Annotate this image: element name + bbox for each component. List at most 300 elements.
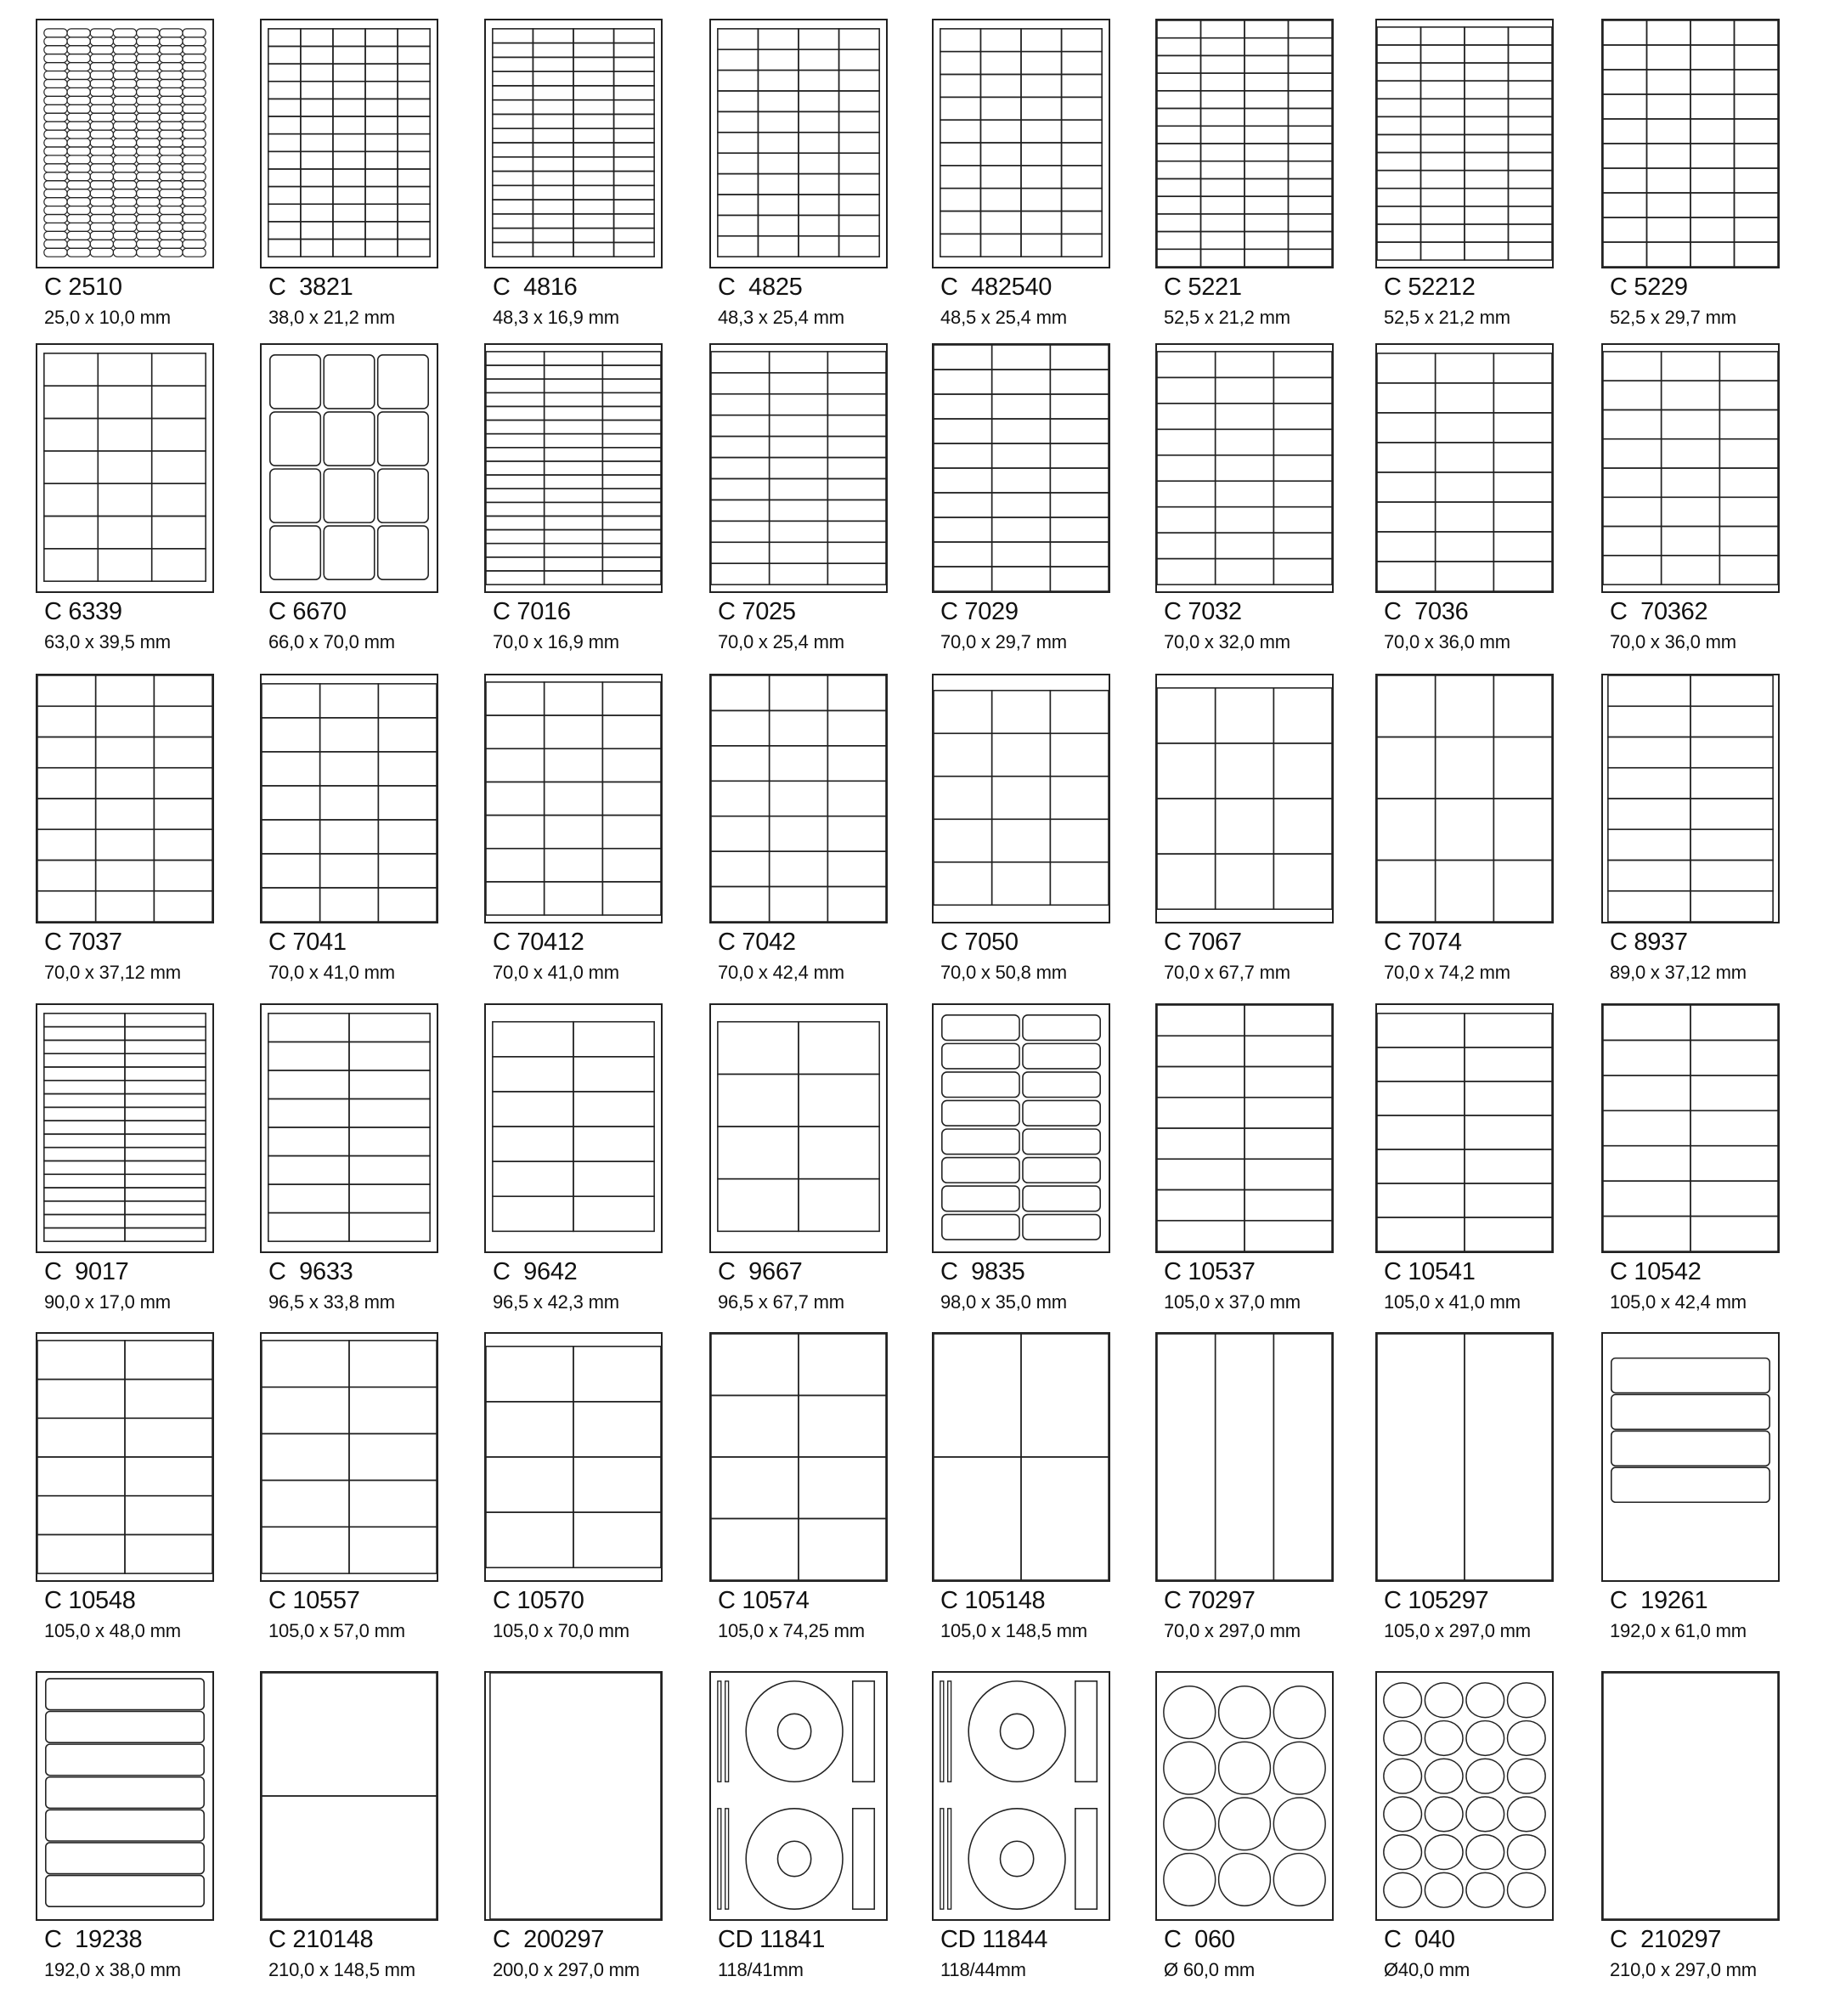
label-cell — [934, 819, 992, 862]
sheet-svg — [1603, 675, 1778, 922]
label-cell — [125, 1067, 206, 1081]
label-cell — [493, 157, 533, 172]
label-cell — [573, 43, 614, 58]
label-cell — [493, 1127, 573, 1161]
label-cell — [44, 1094, 125, 1108]
label-cell — [160, 198, 183, 206]
label-cell — [67, 88, 90, 96]
label-cell — [940, 52, 981, 75]
label-cell — [1647, 20, 1691, 45]
label-cell — [533, 114, 573, 128]
label-cell — [1244, 178, 1289, 196]
label-cell — [711, 1334, 799, 1396]
label-cell — [1662, 497, 1720, 526]
label-cell — [1603, 1005, 1690, 1040]
label-cell — [1021, 234, 1062, 257]
label-cell — [1289, 196, 1333, 214]
label-cell — [934, 862, 992, 906]
round-label — [1384, 1721, 1422, 1756]
label-cell — [1244, 1036, 1332, 1066]
label-cell — [992, 493, 1051, 517]
label-cell — [1377, 63, 1421, 81]
label-cell — [1421, 206, 1465, 224]
label-cell — [1377, 171, 1421, 189]
label-cell — [1436, 861, 1494, 923]
label-cell — [113, 189, 136, 198]
label-dimensions: 70,0 x 32,0 mm — [1164, 631, 1290, 652]
label-cell — [1062, 97, 1103, 120]
label-cell — [301, 47, 333, 65]
label-cell — [942, 1186, 1019, 1211]
label-cell — [1465, 27, 1509, 45]
label-cell — [1603, 1217, 1690, 1251]
label-cell — [44, 29, 67, 37]
sheet-layout-diagram — [1375, 1332, 1554, 1582]
sheet-svg — [262, 1673, 437, 1919]
product-code: C 060 — [1164, 1926, 1235, 1953]
label-dimensions: 70,0 x 41,0 mm — [268, 962, 395, 983]
sheet-layout-diagram — [484, 674, 663, 923]
label-cell — [44, 353, 98, 386]
label-cell — [1436, 443, 1494, 472]
label-cell — [44, 1027, 125, 1041]
sheet-layout-diagram — [932, 1671, 1110, 1921]
label-cell — [262, 718, 320, 752]
label-cell — [1201, 249, 1245, 267]
label-cell — [1273, 404, 1332, 429]
label-cell — [349, 1042, 430, 1070]
round-label — [1384, 1759, 1422, 1793]
label-cell — [1201, 73, 1245, 91]
label-cell — [1377, 116, 1421, 134]
label-cell — [799, 153, 839, 173]
label-cell — [183, 248, 206, 257]
label-cell — [1244, 1067, 1332, 1098]
label-cell — [301, 222, 333, 240]
label-cell — [934, 443, 992, 468]
label-cell — [1608, 891, 1690, 922]
label-dimensions: 63,0 x 39,5 mm — [44, 631, 171, 652]
sheet-svg — [1377, 1334, 1552, 1580]
label-cell — [1289, 91, 1333, 109]
label-cell — [1690, 1217, 1778, 1251]
label-dimensions: 105,0 x 148,5 mm — [940, 1620, 1087, 1641]
label-cell — [160, 79, 183, 88]
label-cell — [113, 113, 136, 121]
label-cell — [1690, 675, 1773, 706]
label-cell — [37, 861, 96, 891]
label-cell — [827, 563, 886, 584]
label-cell — [320, 820, 379, 854]
label-cell — [1377, 134, 1421, 152]
sheet-svg — [1377, 1005, 1552, 1251]
label-cell — [1062, 143, 1103, 166]
label-cell — [1509, 116, 1553, 134]
label-cell — [44, 155, 67, 164]
sheet-layout-diagram — [36, 1003, 214, 1253]
product-code: C 4825 — [718, 274, 803, 301]
label-cell — [1021, 143, 1062, 166]
label-cell — [378, 684, 437, 718]
label-cell — [1157, 481, 1216, 506]
label-cell — [602, 748, 661, 782]
label-cell — [486, 1402, 573, 1457]
label-cell — [827, 887, 886, 922]
label-cell — [1201, 144, 1245, 161]
label-cell — [1062, 75, 1103, 98]
label-dimensions: 96,5 x 33,8 mm — [268, 1291, 395, 1313]
label-cell — [398, 47, 430, 65]
round-label — [1466, 1797, 1504, 1832]
label-cell — [1603, 409, 1662, 438]
label-cell — [1465, 1217, 1552, 1251]
label-dimensions: 90,0 x 17,0 mm — [44, 1291, 171, 1313]
label-cell — [90, 63, 113, 71]
label-cell — [183, 231, 206, 240]
label-cell — [1050, 542, 1109, 567]
label-cell — [137, 138, 160, 147]
label-cell — [398, 134, 430, 152]
label-cell — [268, 64, 301, 82]
round-label — [1508, 1835, 1546, 1870]
label-cell — [1436, 502, 1494, 532]
label-cell — [545, 475, 603, 488]
label-cell — [1377, 413, 1436, 443]
label-cell — [711, 1457, 799, 1519]
label-cell — [44, 451, 98, 483]
label-strip — [1611, 1431, 1769, 1465]
product-code: C 10557 — [268, 1587, 360, 1614]
label-cell — [1608, 737, 1690, 768]
label-cell — [827, 478, 886, 500]
label-cell — [711, 781, 770, 816]
label-cell — [1690, 799, 1773, 829]
label-cell — [98, 386, 151, 418]
label-cell — [183, 223, 206, 231]
label-cell — [125, 1174, 206, 1188]
label-cell — [1509, 189, 1553, 206]
round-label — [1466, 1759, 1504, 1793]
label-cell — [137, 121, 160, 130]
label-cell — [44, 96, 67, 104]
label-cell — [602, 530, 661, 544]
label-cell — [1050, 733, 1109, 776]
label-cell — [183, 198, 206, 206]
label-cell — [1377, 1334, 1465, 1580]
label-cell — [1157, 352, 1216, 377]
label-cell — [486, 682, 545, 715]
label-cell — [718, 133, 759, 153]
label-strip — [1611, 1467, 1769, 1502]
label-cell — [1050, 419, 1109, 443]
label-cell — [1377, 1115, 1465, 1149]
label-cell — [1690, 737, 1773, 768]
label-cell — [711, 1396, 799, 1458]
spine-label — [725, 1809, 729, 1909]
label-cell — [301, 134, 333, 152]
label-cell — [1690, 829, 1773, 860]
label-dimensions: 105,0 x 42,4 mm — [1610, 1291, 1747, 1313]
label-cell — [486, 461, 545, 475]
label-cell — [1157, 196, 1201, 214]
label-cell — [1608, 829, 1690, 860]
label-cell — [1603, 1146, 1690, 1181]
label-dimensions: 70,0 x 42,4 mm — [718, 962, 844, 983]
sheet-layout-diagram — [1155, 674, 1334, 923]
label-cell — [1719, 556, 1778, 584]
label-cell — [1509, 81, 1553, 99]
label-cell — [1062, 166, 1103, 189]
label-cell — [1157, 688, 1216, 743]
label-cell — [137, 29, 160, 37]
label-cell — [573, 242, 614, 257]
product-code: C 19238 — [44, 1926, 143, 1953]
label-cell — [1421, 153, 1465, 171]
label-cell — [573, 29, 614, 43]
label-cell — [1157, 1159, 1244, 1189]
label-cell — [160, 155, 183, 164]
label-cell — [1377, 675, 1436, 737]
label-cell — [67, 63, 90, 71]
round-label — [1508, 1759, 1546, 1793]
sheet-svg — [934, 20, 1109, 267]
label-cell — [992, 862, 1051, 906]
label-cell — [799, 1396, 886, 1458]
label-cell — [486, 406, 545, 420]
label-cell — [533, 57, 573, 71]
label-cell — [1603, 193, 1647, 217]
label-cell — [1509, 224, 1553, 242]
sheet-svg — [934, 1005, 1109, 1251]
label-cell — [365, 187, 398, 205]
label-strip — [1611, 1358, 1769, 1393]
label-cell — [980, 97, 1021, 120]
cd-label-outer — [968, 1681, 1065, 1782]
label-cell — [770, 710, 828, 745]
label-cell — [992, 394, 1051, 419]
label-dimensions: 70,0 x 37,12 mm — [44, 962, 181, 983]
label-dimensions: 48,3 x 25,4 mm — [718, 307, 844, 328]
label-cell — [493, 143, 533, 157]
label-cell — [320, 684, 379, 718]
label-cell — [44, 1107, 125, 1121]
round-label — [1164, 1798, 1216, 1850]
label-cell — [44, 1201, 125, 1215]
label-cell — [1244, 1128, 1332, 1159]
product-code: C 210148 — [268, 1926, 374, 1953]
sheet-layout-diagram — [1601, 1671, 1780, 1921]
label-cell — [365, 240, 398, 257]
label-cell — [398, 99, 430, 116]
label-dimensions: Ø 60,0 mm — [1164, 1959, 1256, 1980]
label-cell — [1493, 799, 1552, 861]
label-cell — [493, 57, 533, 71]
sheet-layout-diagram — [260, 1003, 438, 1253]
label-cell — [96, 706, 155, 737]
label-cell — [113, 88, 136, 96]
label-cell — [770, 781, 828, 816]
label-cell — [44, 54, 67, 63]
label-cell — [1023, 1158, 1100, 1183]
label-cell — [1157, 232, 1201, 250]
label-cell — [1216, 481, 1274, 506]
label-cell — [602, 882, 661, 915]
label-cell — [137, 71, 160, 80]
label-cell — [262, 1480, 349, 1527]
label-cell — [934, 567, 992, 591]
cd-label-hole — [777, 1714, 810, 1748]
sheet-layout-diagram — [1601, 674, 1780, 923]
label-cell — [493, 214, 533, 229]
label-cell — [614, 29, 655, 43]
label-cell — [718, 71, 759, 91]
label-cell — [493, 1161, 573, 1196]
label-cell — [770, 563, 828, 584]
label-cell — [301, 240, 333, 257]
label-cell — [1050, 567, 1109, 591]
sheet-svg — [1603, 1334, 1778, 1580]
label-cell — [137, 96, 160, 104]
label-cell — [1690, 1076, 1778, 1110]
label-cell — [1421, 63, 1465, 81]
label-cell — [90, 29, 113, 37]
side-label — [853, 1681, 875, 1782]
product-code: C 7037 — [44, 929, 122, 956]
product-code: C 5221 — [1164, 274, 1242, 301]
label-cell — [113, 181, 136, 189]
sheet-svg — [1603, 20, 1778, 267]
label-cell — [67, 231, 90, 240]
label-dimensions: 105,0 x 70,0 mm — [493, 1620, 629, 1641]
label-cell — [1647, 45, 1691, 70]
label-cell — [67, 54, 90, 63]
label-cell — [44, 37, 67, 46]
label-cell — [90, 181, 113, 189]
label-cell — [137, 214, 160, 223]
label-cell — [1244, 55, 1289, 73]
label-cell — [839, 215, 880, 235]
label-cell — [1735, 168, 1779, 193]
label-cell — [1273, 854, 1332, 909]
label-cell — [44, 172, 67, 181]
label-cell — [137, 130, 160, 138]
label-cell — [1244, 161, 1289, 179]
label-dimensions: 210,0 x 148,5 mm — [268, 1959, 415, 1980]
label-cell — [545, 849, 603, 882]
sheet-svg — [486, 1334, 661, 1580]
label-cell — [1157, 1036, 1244, 1066]
sheet-svg — [711, 1334, 886, 1580]
label-cell — [1493, 737, 1552, 799]
label-cell — [827, 781, 886, 816]
label-cell — [718, 236, 759, 257]
label-cell — [1377, 206, 1421, 224]
label-cell — [67, 37, 90, 46]
label-dimensions: 96,5 x 42,3 mm — [493, 1291, 619, 1313]
label-cell — [365, 151, 398, 169]
label-cell — [90, 71, 113, 80]
label-cell — [365, 116, 398, 134]
label-cell — [942, 1015, 1019, 1041]
label-cell — [940, 97, 981, 120]
label-cell — [1289, 38, 1333, 56]
label-cell — [770, 521, 828, 542]
round-label — [1508, 1797, 1546, 1832]
label-cell — [1157, 144, 1201, 161]
label-cell — [1608, 799, 1690, 829]
label-cell — [573, 172, 614, 186]
label-cell — [160, 37, 183, 46]
label-cell — [992, 567, 1051, 591]
label-cell — [67, 29, 90, 37]
label-cell — [1421, 171, 1465, 189]
sheet-svg — [262, 1334, 437, 1580]
label-cell — [1690, 1110, 1778, 1145]
label-cell — [152, 419, 206, 451]
label-cell — [799, 1022, 879, 1075]
label-cell — [125, 1121, 206, 1134]
product-code: C 7074 — [1384, 929, 1462, 956]
label-cell — [320, 888, 379, 922]
sheet-layout-diagram — [932, 674, 1110, 923]
label-cell — [160, 147, 183, 155]
label-cell — [90, 138, 113, 147]
label-cell — [1377, 799, 1436, 861]
label-cell — [758, 71, 799, 91]
label-cell — [1662, 439, 1720, 468]
product-code: C 9017 — [44, 1258, 129, 1285]
sheet-svg — [486, 20, 661, 267]
label-cell — [1157, 743, 1216, 799]
label-cell — [154, 675, 212, 706]
label-cell — [827, 458, 886, 479]
label-cell — [1021, 166, 1062, 189]
label-cell — [113, 63, 136, 71]
label-cell — [183, 155, 206, 164]
sheet-layout-diagram — [1155, 343, 1334, 593]
label-cell — [125, 1160, 206, 1174]
label-cell — [1493, 472, 1552, 502]
label-dimensions: 210,0 x 297,0 mm — [1610, 1959, 1757, 1980]
sheet-layout-diagram — [1375, 343, 1554, 593]
label-cell — [711, 437, 770, 458]
label-cell — [573, 1022, 654, 1057]
label-cell — [614, 43, 655, 58]
label-cell — [770, 887, 828, 922]
label-cell — [1436, 675, 1494, 737]
label-cell — [839, 49, 880, 70]
label-cell — [486, 421, 545, 434]
label-cell — [758, 153, 799, 173]
label-cell — [827, 675, 886, 710]
label-cell — [1603, 1181, 1690, 1216]
label-cell — [1050, 493, 1109, 517]
label-cell — [1647, 242, 1691, 267]
label-cell — [268, 169, 301, 187]
label-cell — [1062, 234, 1103, 257]
sheet-svg — [262, 1005, 437, 1251]
label-cell — [1062, 212, 1103, 234]
product-code: C 105148 — [940, 1587, 1046, 1614]
label-cell — [90, 240, 113, 248]
label-dimensions: 105,0 x 48,0 mm — [44, 1620, 181, 1641]
label-cell — [125, 1380, 212, 1419]
label-cell — [545, 748, 603, 782]
label-cell — [98, 353, 151, 386]
label-dimensions: 70,0 x 297,0 mm — [1164, 1620, 1301, 1641]
label-cell — [1216, 377, 1274, 403]
label-cell — [90, 130, 113, 138]
